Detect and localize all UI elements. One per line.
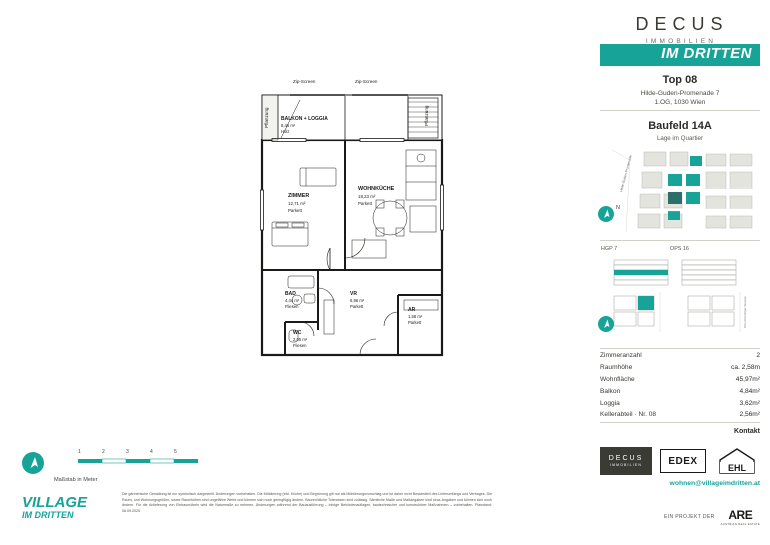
disclaimer-text: Die gärtnerische Gestaltung ist nur symbolisch dargestellt. Änderungen vorbehalten. Die Möblierung (inkl. Küche) und Begrünung gilt nur als Möblierungsvorschlag und ist daher nicht Bestandteil des Lieferumfangs und Vertrages. Die Raum- und Wohnungsgrößen, sowie Raumhöhen sind ungefähre Werte und können sich noch geringfügig ändern. Baurechtliche Toleranzen sind zulässig. Sämtliche Maße und Maßangaben sind circa-Angaben und können sich noch ändern. Für die Anlieferung von Einbaumöbeln wird die Naturmaße zu nehmen. Änderungen während der Bauausführung – infolge Behördenauflagen, bautechnischer und konstruktiver Maßnahmen – vorbehalten. Planstand: 08.09.2025 <box>122 492 492 513</box>
logo-decus-sub: IMMOBILIEN <box>610 463 642 468</box>
unit-address: Hilde-Guden-Promenade 7 <box>640 90 720 97</box>
room-ar-area: 1,58 m² <box>408 314 423 319</box>
block-diagram-svg <box>600 244 760 344</box>
village-logo-footer <box>22 494 118 520</box>
are-logo-sub: AUSTRIAN REAL ESTATE <box>720 522 760 526</box>
north-arrow-icon <box>22 452 44 474</box>
map-street-label-1: Hilde-Guden-Promenade <box>619 154 633 193</box>
village-logo-line1: VILLAGE <box>22 494 88 511</box>
logo-ehl <box>714 447 760 475</box>
quartier-map <box>606 148 760 234</box>
room-zimmer-floor: Parkett <box>288 208 302 213</box>
logo-decus <box>600 447 652 475</box>
spec-value: 45,97m² <box>735 375 760 383</box>
project-prefix: EIN PROJEKT DER <box>663 514 715 520</box>
scale-ticks <box>78 449 204 469</box>
block-diagram-side-label: Otto-Preminger-Strasse <box>743 296 747 328</box>
scale-caption: Maßstab in Meter <box>54 477 98 483</box>
logo-ehl-svg <box>714 447 760 475</box>
spec-label: Wohnfläche <box>600 375 635 383</box>
room-zimmer-name: ZIMMER <box>288 193 310 199</box>
scale-tick-2: 2 <box>102 449 105 455</box>
spec-value: 2,56m² <box>739 411 760 419</box>
room-wohnkueche-area: 18,23 m² <box>358 194 376 199</box>
block-label-right: OPS 16 <box>670 246 689 252</box>
spec-value: 4,84m² <box>739 387 760 395</box>
room-ar-floor: Parkett <box>408 320 422 325</box>
baufeld-title: Baufeld 14A <box>648 120 712 132</box>
spec-label: Kellerabteil · Nr. 08 <box>600 411 657 419</box>
spec-row <box>600 397 760 409</box>
label-zip-screen-right: Zip-Screen <box>355 79 378 84</box>
village-banner-text: IM DRITTEN <box>661 45 752 62</box>
brand-name: DECUS <box>635 13 729 34</box>
spec-row <box>600 350 760 362</box>
room-vr-name: VR <box>350 291 357 297</box>
scale-tick-3: 3 <box>126 449 129 455</box>
village-logo-line2: IM DRITTEN <box>22 510 74 520</box>
room-wohnkueche-floor: Parkett <box>358 201 372 206</box>
room-wc-name: WC <box>293 330 302 336</box>
contact-email[interactable]: wohnen@villageimdritten.at <box>669 480 760 487</box>
are-logo <box>721 508 760 526</box>
room-balkon-loggia-area: 8,46 m² <box>281 123 296 128</box>
spec-row <box>600 362 760 374</box>
unit-title: Top 08 <box>662 74 698 86</box>
north-arrow-svg <box>22 452 44 474</box>
room-vr-floor: Parkett <box>350 304 364 309</box>
room-bad-name: BAD <box>285 291 296 297</box>
room-zimmer-area: 12,71 m² <box>288 201 306 206</box>
svg-text:EHL: EHL <box>728 463 746 473</box>
divider-4 <box>600 422 760 423</box>
spec-value: 3,62m² <box>739 399 760 407</box>
room-wc-floor: Fliesen <box>293 343 307 348</box>
room-ar-name: AR <box>408 307 416 313</box>
map-compass-icon <box>598 206 614 222</box>
room-wc-area: 2,05 m² <box>293 337 308 342</box>
logo-decus-name: DECUS <box>608 454 644 462</box>
spec-label: Balkon <box>600 387 621 395</box>
baufeld-subtitle: Lage im Quartier <box>656 135 704 142</box>
room-wohnkueche-name: WOHNKÜCHE <box>358 186 395 192</box>
spec-label: Loggia <box>600 399 620 407</box>
spec-row <box>600 385 760 397</box>
unit-info <box>600 74 760 106</box>
unit-floor: 1.OG, 1030 Wien <box>654 99 706 106</box>
room-balkon-loggia-name: BALKON + LOGGIA <box>281 116 328 122</box>
room-vr-area: 6,96 m² <box>350 298 365 303</box>
specs-table <box>600 350 760 421</box>
scale-tick-5: 5 <box>174 449 177 455</box>
spec-row <box>600 374 760 386</box>
scale-tick-4: 4 <box>150 449 153 455</box>
project-credit <box>600 508 760 526</box>
spec-label: Raumhöhe <box>600 364 633 372</box>
spec-label: Zimmeranzahl <box>600 352 642 360</box>
logo-edex: EDEX <box>660 449 706 473</box>
block-label-left: HGP 7 <box>601 246 618 252</box>
room-bad-floor: Fliesen <box>285 304 299 309</box>
map-compass-label: N <box>616 205 620 211</box>
divider-3 <box>600 348 760 349</box>
baufeld-info <box>600 120 760 142</box>
spec-value: ca. 2,58m <box>731 364 760 372</box>
label-zip-screen-left: Zip-Screen <box>293 79 316 84</box>
are-logo-name: ARE <box>728 508 753 522</box>
block-compass-icon <box>598 316 614 332</box>
building-block-diagram <box>600 244 760 344</box>
map-compass-svg <box>598 206 614 222</box>
divider-1 <box>600 110 760 111</box>
spec-value: 2 <box>756 352 760 360</box>
room-balkon-loggia-floor: Holz <box>281 129 290 134</box>
label-pflanzung-left: Pflanzung <box>264 107 269 128</box>
brand-subtitle: IMMOBILIEN <box>645 37 717 45</box>
label-pflanzung-right: Pflanzung <box>424 105 429 126</box>
partner-logos <box>600 444 760 478</box>
spec-row <box>600 409 760 421</box>
scale-tick-1: 1 <box>78 449 81 455</box>
room-bad-area: 4,44 m² <box>285 298 300 303</box>
block-compass-svg <box>598 316 614 332</box>
contact-title: Kontakt <box>733 428 760 435</box>
info-panel <box>588 0 770 545</box>
scale-bar-graphic <box>78 457 204 467</box>
village-banner <box>600 44 760 66</box>
quartier-map-svg <box>606 148 760 234</box>
divider-2 <box>600 240 760 241</box>
